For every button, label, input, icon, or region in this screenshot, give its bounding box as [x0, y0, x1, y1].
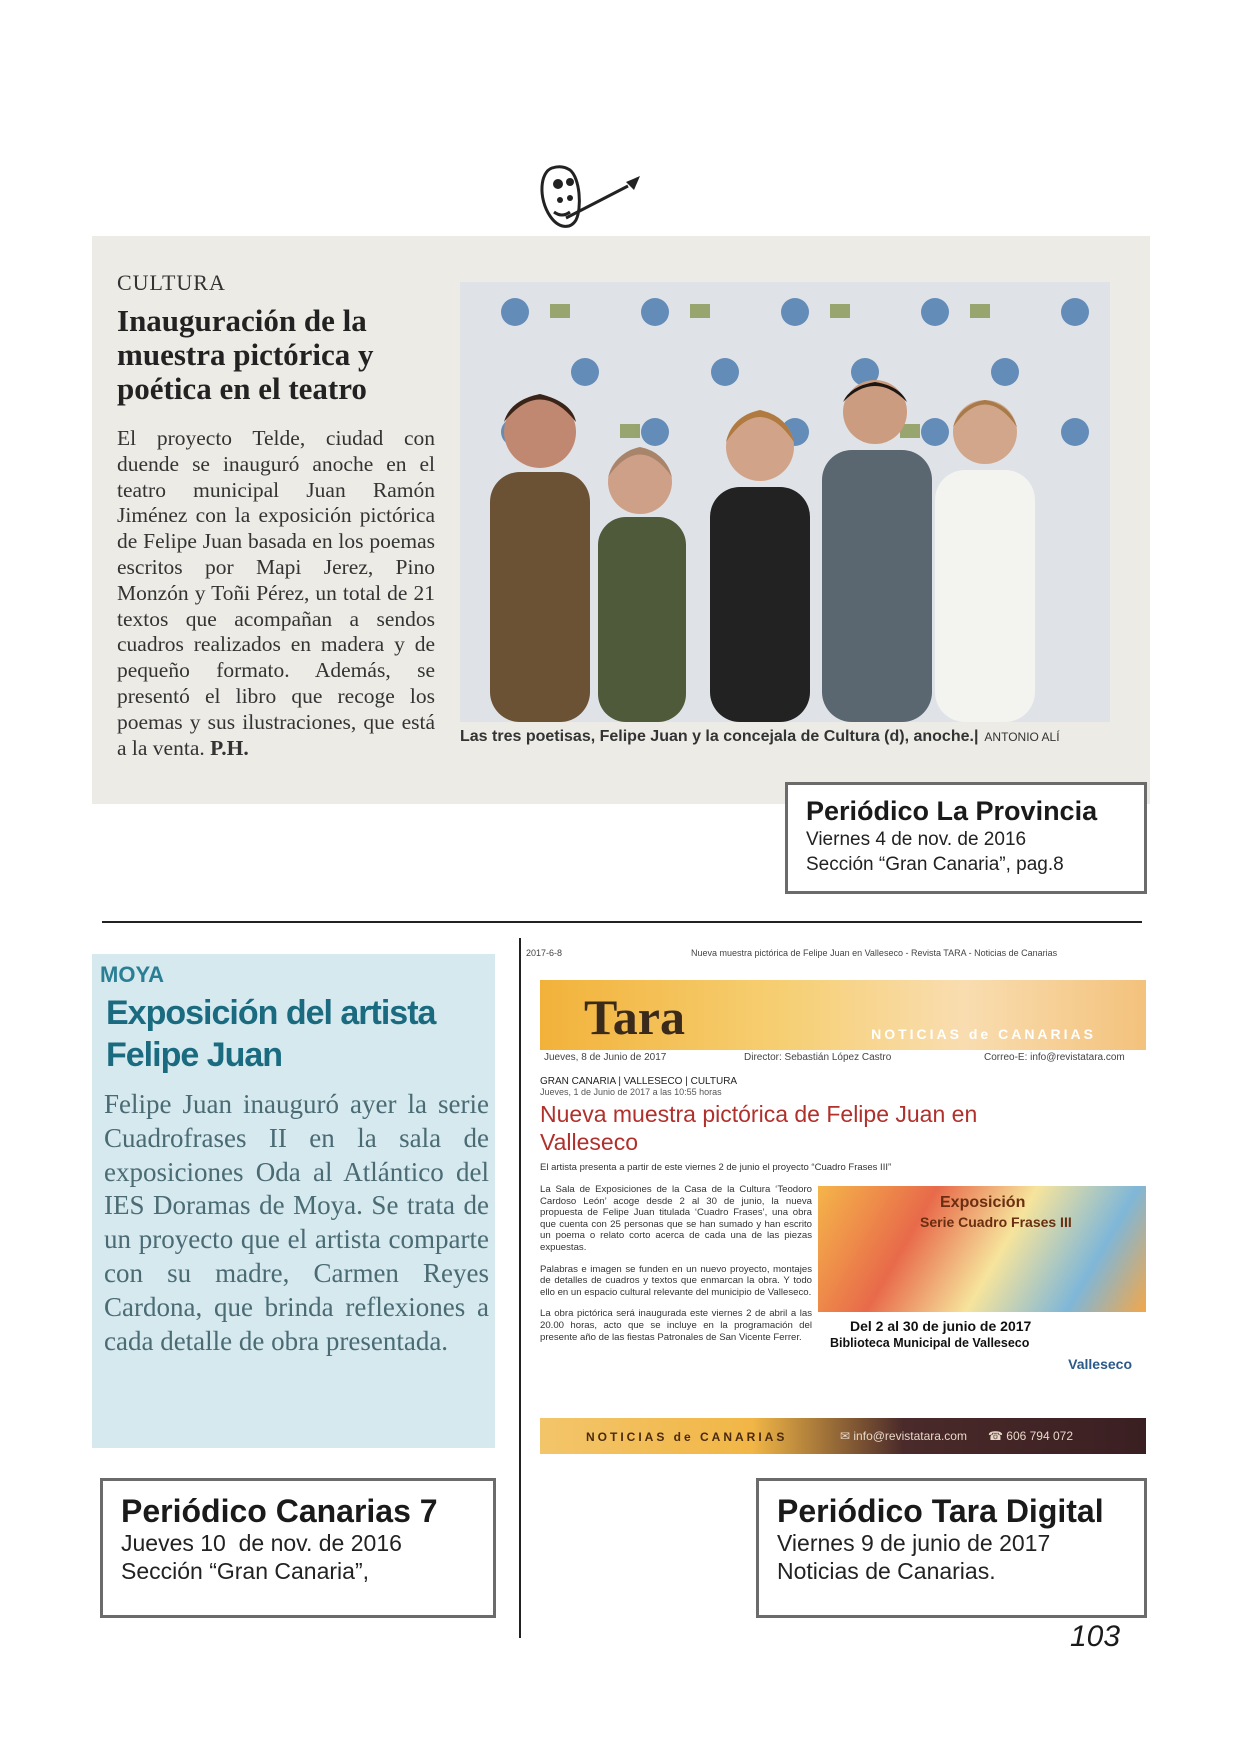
- web-clipping-tara: [526, 948, 1146, 1458]
- section-label: MOYA: [100, 962, 164, 987]
- source-date: Viernes 4 de nov. de 2016: [806, 829, 1027, 850]
- article-body: [540, 1184, 812, 1353]
- footer-phone: [988, 1429, 1073, 1443]
- footer-tagline: NOTICIAS de CANARIAS: [586, 1430, 788, 1444]
- source-date: Viernes 9 de junio de 2017: [777, 1530, 1051, 1556]
- article-body: Felipe Juan inauguró ayer la serie Cuadrofrases II en la sala de exposiciones Oda al Atlántico del IES Doramas de Moya. Se trata de un proyecto que el artista comparte con su madre, Carmen Reyes Cardona, que brinda reflexiones a cada detalle de obra presentada.: [104, 1089, 489, 1356]
- group-photo: [460, 282, 1110, 722]
- headline: Inauguración de la muestra pictórica y poética en el teatro: [117, 303, 374, 406]
- breadcrumb: GRAN CANARIA | VALLESECO | CULTURA: [540, 1076, 738, 1087]
- byline: P.H.: [210, 735, 249, 760]
- article-text: El proyecto Telde, ciudad con duende se inauguró anoche en el teatro municipal Juan Ramón Jiménez con la exposición pictórica de Felipe Juan basada en los poemas escritos por Mapi Jerez, Pino Monzón y Toñi Pérez, un total de 21 textos que acompañan a sendos cuadros realizados en madera y de pequeño formato. Además, se presentó el libro que recoge los poemas y sus ilustraciones, que está a la venta.: [117, 426, 435, 760]
- exhibition-poster: [818, 1186, 1146, 1398]
- publish-date: Jueves, 1 de Junio de 2017 a las 10:55 horas: [540, 1087, 722, 1097]
- article-title: Nueva muestra pictórica de Felipe Juan en Valleseco: [540, 1101, 978, 1155]
- article-body: [117, 426, 435, 761]
- source-box-tara-digital: [756, 1478, 1147, 1618]
- issue-date: Jueves, 8 de Junio de 2017: [544, 1052, 667, 1063]
- mail-icon: ✉: [840, 1429, 854, 1443]
- headline: Exposición del artista Felipe Juan: [106, 994, 436, 1074]
- section-label: CULTURA: [117, 270, 226, 295]
- poster-title: Exposición: [940, 1194, 1026, 1211]
- poster-subtitle: Serie Cuadro Frases III: [920, 1214, 1072, 1230]
- mask-brush-logo-icon: [530, 158, 650, 238]
- source-section: Sección “Gran Canaria”,: [121, 1558, 369, 1584]
- poster-venue: Biblioteca Municipal de Valleseco: [830, 1336, 1030, 1350]
- print-page-title: Nueva muestra pictórica de Felipe Juan en Valleseco - Revista TARA - Noticias de Canarias: [691, 948, 1058, 958]
- source-title: Periódico La Provincia: [806, 796, 1098, 826]
- site-tagline: NOTICIAS de CANARIAS: [871, 1026, 1096, 1042]
- paragraph: La Sala de Exposiciones de la Casa de la Cultura ‘Teodoro Cardoso León’ acoge desde 2 al 30 de junio, la nueva propuesta de Felipe Juan titulada ‘Cuadro Frases’, una obra que cuenta con 25 personas que se han sumado y han escrito un poema o relato corto acerca de cada una de las piezas expuestas.: [540, 1184, 812, 1253]
- caption-text: Las tres poetisas, Felipe Juan y la concejala de Cultura (d), anoche.|: [460, 728, 979, 745]
- newspaper-clipping-la-provincia: [92, 236, 1150, 804]
- print-date: 2017-6-8: [526, 948, 563, 958]
- site-banner: [540, 980, 1146, 1050]
- article-lede: El artista presenta a partir de este viernes 2 de junio el proyecto “Cuadro Frases III”: [540, 1162, 892, 1173]
- paragraph: Palabras e imagen se funden en un nuevo proyecto, montajes de detalles de cuadros y textos que enmarcan la obra. Y todo ello en un espacio cultural relevante del municipio de Valleseco.: [540, 1263, 812, 1298]
- source-date: Jueves 10 de nov. de 2016: [121, 1530, 402, 1556]
- director: Director: Sebastián López Castro: [744, 1052, 892, 1063]
- photo-author: ANTONIO ALÍ: [984, 730, 1060, 744]
- poster-dates: Del 2 al 30 de junio de 2017: [850, 1318, 1032, 1334]
- page-number: 103: [1070, 1620, 1121, 1653]
- footer-email-text: info@revistatara.com: [853, 1429, 967, 1443]
- source-section: Noticias de Canarias.: [777, 1558, 996, 1584]
- phone-icon: ☎: [988, 1429, 1007, 1443]
- source-box-canarias7: [100, 1478, 496, 1618]
- footer-phone-text: 606 794 072: [1006, 1429, 1074, 1443]
- site-footer: [540, 1418, 1146, 1454]
- contact-email: Correo-E: info@revistatara.com: [984, 1052, 1125, 1063]
- vertical-divider: [519, 938, 521, 1638]
- paragraph: La obra pictórica será inaugurada este viernes 2 de abril a las 20.00 horas, acto que se incluye en la programación del presente año de las fiestas Patronales de San Vicente Ferrer.: [540, 1308, 812, 1343]
- photo-caption: [460, 728, 1120, 746]
- source-title: Periódico Tara Digital: [777, 1493, 1104, 1529]
- newspaper-clipping-canarias7: [92, 954, 495, 1448]
- site-logo: Tara: [584, 989, 685, 1045]
- source-title: Periódico Canarias 7: [121, 1493, 438, 1529]
- source-section: Sección “Gran Canaria”, pag.8: [806, 854, 1064, 875]
- poster-brand: Valleseco: [1068, 1356, 1132, 1372]
- footer-email: [840, 1429, 967, 1443]
- horizontal-divider: [102, 921, 1142, 923]
- source-box-la-provincia: [785, 782, 1147, 894]
